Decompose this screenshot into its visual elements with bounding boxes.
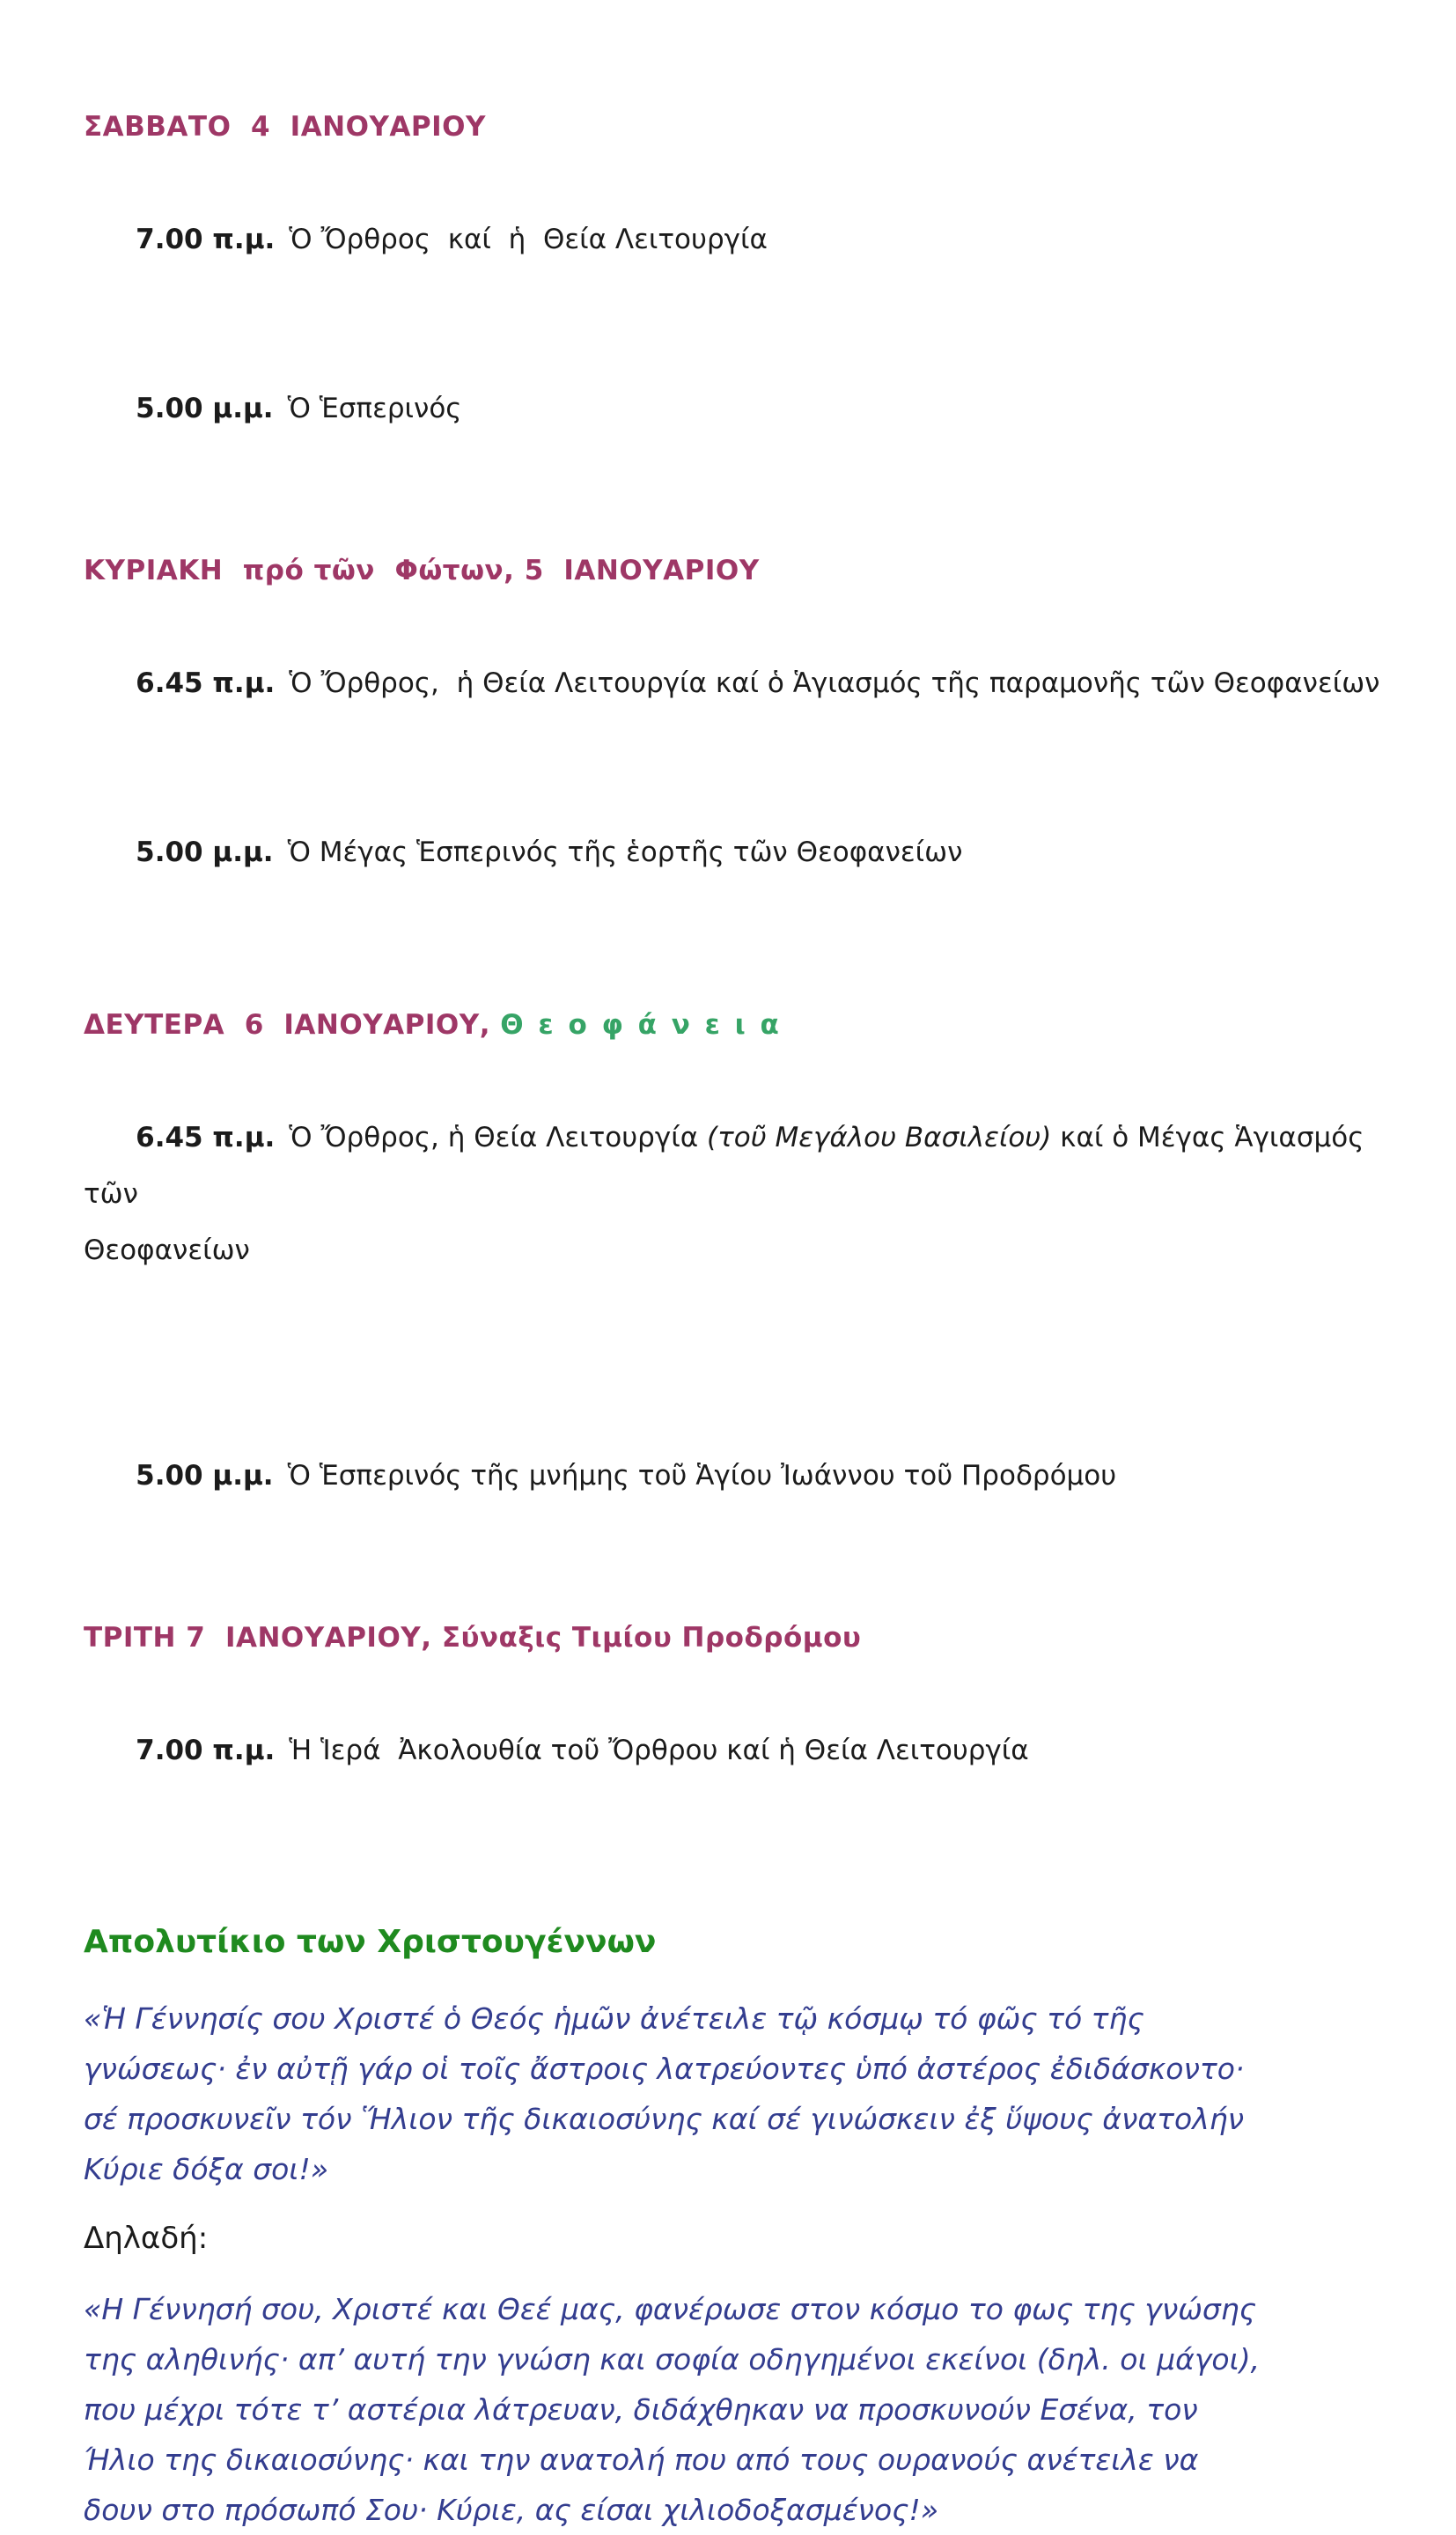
hymn-text-greek [84, 1993, 1381, 2194]
service-desc: Ὁ Ἑσπερινός [287, 393, 462, 424]
translation-line: Ήλιο της δικαιοσύνης· και την ανατολή που από τους ουρανούς ανέτειλε να [84, 2443, 1199, 2477]
translation-line: δουν στο πρόσωπό Σου· Κύριε, ας είσαι χιλιοδοξασμένος!» [84, 2493, 939, 2527]
hymn-line: γνώσεως· ἐν αὐτῇ γάρ οἱ τοῖς ἄστροις λατρεύοντες ὑπό ἀστέρος ἐδιδάσκοντο· [84, 2052, 1245, 2086]
section-monday-theophany [84, 997, 1381, 1560]
hymn-line: Κύριε δόξα σοι!» [84, 2152, 329, 2186]
service-time: 7.00 π.μ. [136, 224, 276, 255]
section-apolytikion [84, 1912, 1381, 2535]
service-desc-after: καί ὁ Μέγας Ἁγιασμός τῶν [84, 1122, 1373, 1210]
section-saturday [84, 99, 1381, 493]
service-desc: Ὁ Ἑσπερινός τῆς μνήμης τοῦ Ἁγίου Ἰωάννου τοῦ Προδρόμου [287, 1460, 1117, 1492]
hymn-text-translation [84, 2284, 1381, 2535]
service-desc: Ὁ Μέγας Ἑσπερινός τῆς ἑορτῆς τῶν Θεοφανείων [287, 836, 963, 868]
service-time: 5.00 μ.μ. [136, 836, 274, 868]
explanation-label: Δηλαδή: [84, 2221, 209, 2256]
service-entry [84, 1053, 1381, 1391]
service-desc: Ὁ Ὄρθρος, ἡ Θεία Λειτουργία καί ὁ Ἁγιασμός τῆς παραμονῆς τῶν Θεοφανείων [289, 667, 1380, 699]
translation-line: που μέχρι τότε τ’ αστέρια λάτρευαν, διδάχθηκαν να προσκυνούν Εσένα, τον [84, 2392, 1198, 2427]
translation-line: της αληθινής· απ’ αυτή την γνώση και σοφία οδηγημένοι εκείνοι (δηλ. οι μάγοι), [84, 2342, 1261, 2377]
service-desc: Ἡ Ἱερά Ἀκολουθία τοῦ Ὄρθρου καί ἡ Θεία Λειτουργία [289, 1735, 1029, 1766]
section-heading-saturday: ΣΑΒΒΑΤΟ 4 ΙΑΝΟΥΑΡΙΟΥ [84, 111, 486, 143]
section-heading-date: ΔΕΥΤΕΡΑ 6 ΙΑΝΟΥΑΡΙΟΥ, [84, 1009, 501, 1041]
section-tuesday [84, 1610, 1381, 1835]
section-heading-monday [84, 997, 1381, 1053]
section-sunday [84, 542, 1381, 937]
service-entry [84, 1391, 1381, 1560]
service-desc-line2: Θεοφανείων [84, 1234, 250, 1266]
section-heading-tuesday: ΤΡΙΤΗ 7 ΙΑΝΟΥΑΡΙΟΥ, Σύναξις Τιμίου Προδρόμου [84, 1622, 862, 1654]
section-heading-sunday: ΚΥΡΙΑΚΗ πρό τῶν Φώτων, 5 ΙΑΝΟΥΑΡΙΟΥ [84, 555, 760, 586]
service-time: 5.00 μ.μ. [136, 1460, 274, 1492]
service-entry [84, 599, 1381, 768]
translation-line: «Η Γέννησή σου, Χριστέ και Θεέ μας, φανέρωσε στον κόσμο το φως της γνώσης [84, 2292, 1257, 2326]
service-entry [84, 768, 1381, 937]
service-entry [84, 324, 1381, 493]
feast-name-theophany: Θ ε ο φ ά ν ε ι α [500, 1009, 782, 1041]
apolytikion-title: Απολυτίκιο των Χριστουγέννων [84, 1924, 657, 1960]
service-time: 5.00 μ.μ. [136, 393, 274, 424]
service-desc: Ὁ Ὄρθρος, ἡ Θεία Λειτουργία [289, 1122, 707, 1153]
service-time: 6.45 π.μ. [136, 667, 276, 699]
service-entry [84, 155, 1381, 324]
service-entry [84, 1666, 1381, 1835]
service-desc: Ὁ Ὄρθρος καί ἡ Θεία Λειτουργία [289, 224, 768, 255]
service-desc-italic: (τοῦ Μεγάλου Βασιλείου) [706, 1122, 1052, 1153]
service-time: 6.45 π.μ. [136, 1122, 276, 1153]
hymn-line: σέ προσκυνεῖν τόν Ἥλιον τῆς δικαιοσύνης καί σέ γινώσκειν ἐξ ὕψους ἀνατολήν [84, 2102, 1245, 2136]
service-time: 7.00 π.μ. [136, 1735, 276, 1766]
hymn-line: «Ἡ Γέννησίς σου Χριστέ ὁ Θεός ἡμῶν ἀνέτειλε τῷ κόσμῳ τό φῶς τό τῆς [84, 2001, 1144, 2036]
